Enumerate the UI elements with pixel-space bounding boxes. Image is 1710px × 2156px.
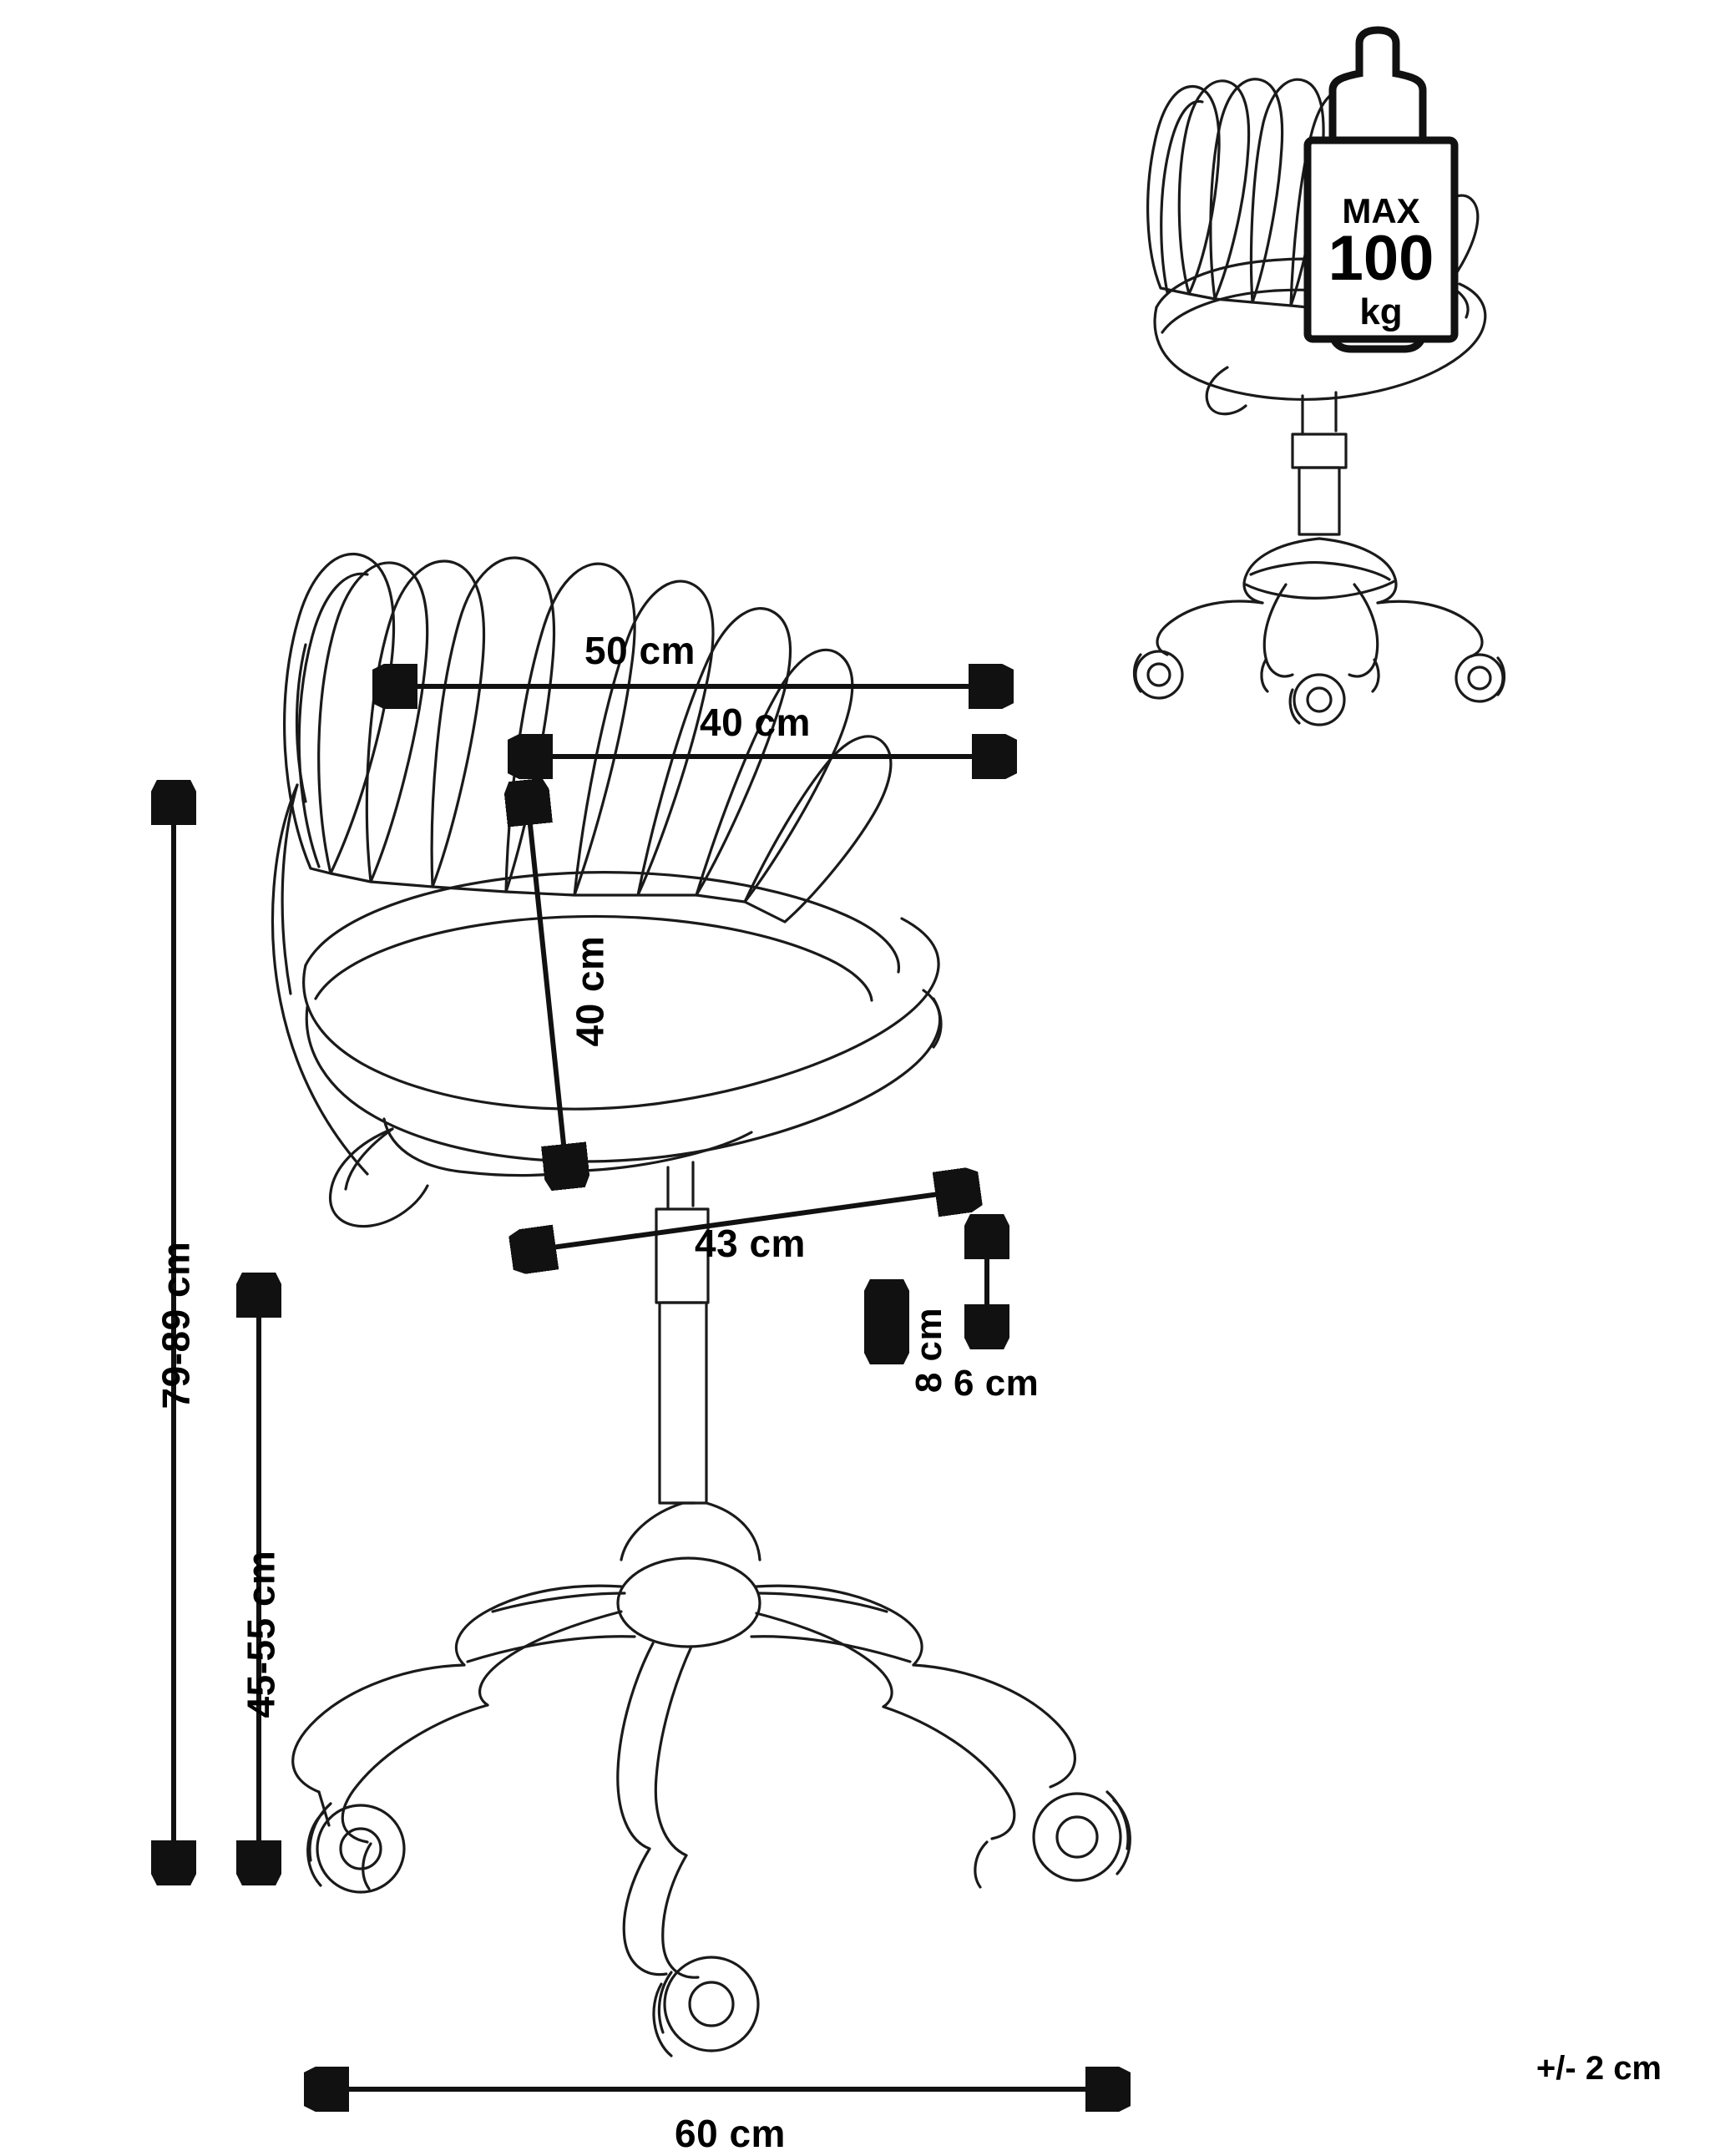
main-chair-illustration xyxy=(272,554,1130,2056)
dimension-label-seat-thickness: 8 cm xyxy=(908,1307,950,1394)
max-load-value: 100 xyxy=(1328,223,1434,294)
dimension-label-total-height: 79-89 cm xyxy=(154,1241,198,1409)
dimension-label-back-height: 40 cm xyxy=(568,935,612,1047)
max-load-max-text: MAX xyxy=(1342,191,1420,230)
dimension-label-back-width: 40 cm xyxy=(700,701,811,744)
dimension-label-base-width: 60 cm xyxy=(675,2112,786,2155)
dimension-label-seat-edge: 6 cm xyxy=(954,1363,1040,1404)
dimension-label-seat-depth: 43 cm xyxy=(695,1222,806,1265)
tolerance-note: +/- 2 cm xyxy=(1535,2050,1662,2087)
dimension-label-overall-width: 50 cm xyxy=(584,629,696,672)
max-load-unit: kg xyxy=(1359,291,1403,332)
dimension-label-seat-height: 45-55 cm xyxy=(239,1550,283,1718)
